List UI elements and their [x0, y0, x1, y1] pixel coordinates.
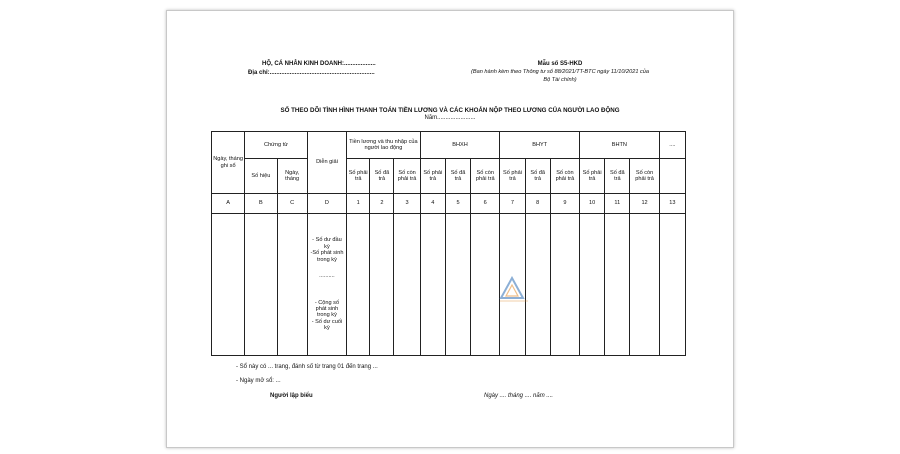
desc-cell	[307, 214, 346, 356]
body-cell	[605, 214, 630, 356]
body-cell	[347, 214, 370, 356]
col-voucher-no: Số hiệu	[245, 159, 277, 194]
index-cell: 9	[550, 194, 579, 214]
col-voucher-header: Chứng từ	[245, 132, 308, 159]
body-cell	[550, 214, 579, 356]
index-cell: 1	[347, 194, 370, 214]
sub-paid: Số đã trả	[445, 159, 470, 194]
body-cell	[212, 214, 245, 356]
col-bhxh-header: BHXH	[420, 132, 500, 159]
body-cell	[394, 214, 420, 356]
sub-payable: Số phải trả	[420, 159, 445, 194]
index-cell: D	[307, 194, 346, 214]
index-cell: 12	[630, 194, 659, 214]
empty-subcell	[659, 159, 685, 194]
desc-closing-balance: - Số dư cuối kỳ	[311, 318, 343, 332]
ledger-table	[211, 131, 686, 356]
desc-opening-balance: - Số dư đầu kỳ	[312, 237, 342, 250]
body-cell	[630, 214, 659, 356]
sub-paid: Số đã trả	[370, 159, 394, 194]
col-desc-header: Diễn giải	[307, 132, 346, 194]
sub-payable: Số phải trả	[500, 159, 525, 194]
index-cell: 3	[394, 194, 420, 214]
sub-payable: Số phải trả	[580, 159, 605, 194]
index-cell: 6	[471, 194, 500, 214]
sub-remaining: Số còn phải trả	[550, 159, 579, 194]
col-voucher-date: Ngày, tháng	[277, 159, 307, 194]
col-salary-header: Tiền lương và thu nhập của người lao động	[347, 132, 421, 159]
index-cell: 8	[525, 194, 550, 214]
sub-remaining: Số còn phải trả	[471, 159, 500, 194]
col-bhtn-header: BHTN	[580, 132, 660, 159]
desc-arising: -Số phát sinh trong kỳ	[310, 250, 344, 263]
index-cell: 7	[500, 194, 525, 214]
body-cell	[659, 214, 685, 356]
sub-paid: Số đã trả	[605, 159, 630, 194]
sub-paid: Số đã trả	[525, 159, 550, 194]
body-cell	[580, 214, 605, 356]
index-cell: C	[277, 194, 307, 214]
index-cell: 4	[420, 194, 445, 214]
address-line: Địa chỉ:...............................................................	[248, 70, 375, 76]
index-cell: 13	[659, 194, 685, 214]
index-cell: A	[212, 194, 245, 214]
body-cell	[245, 214, 277, 356]
body-cell	[420, 214, 445, 356]
sub-remaining: Số còn phải trả	[630, 159, 659, 194]
triangle-logo-icon	[496, 276, 532, 304]
page-title: SỔ THEO DÕI TÌNH HÌNH THANH TOÁN TIỀN LƯƠNG VÀ CÁC KHOẢN NỘP THEO LƯƠNG CỦA NGƯỜI LAO ĐỘNG	[280, 107, 620, 114]
index-cell: 10	[580, 194, 605, 214]
index-cell: 5	[445, 194, 470, 214]
index-cell: 11	[605, 194, 630, 214]
business-line: HỘ, CÁ NHÂN KINH DOANH:...................	[262, 61, 376, 67]
preparer-label: Người lập biểu	[270, 393, 313, 399]
col-more-header: ....	[659, 132, 685, 159]
sign-date: Ngày .... tháng .... năm ....	[484, 393, 554, 399]
body-cell	[370, 214, 394, 356]
desc-dots: ..........	[319, 273, 335, 280]
form-note-1: (Ban hành kèm theo Thông tư số 88/2021/TT-BTC ngày 11/10/2021 của	[471, 69, 649, 75]
form-note-2: Bộ Tài chính)	[543, 77, 577, 83]
body-cell	[445, 214, 470, 356]
sub-remaining: Số còn phải trả	[394, 159, 420, 194]
pages-note: - Sổ này có ... trang, đánh số từ trang 01 đến trang ...	[236, 364, 378, 370]
body-cell	[277, 214, 307, 356]
index-cell: 2	[370, 194, 394, 214]
col-date-header: Ngày, tháng ghi sổ	[212, 132, 245, 194]
form-code: Mẫu số S5-HKD	[537, 61, 583, 67]
index-cell: B	[245, 194, 277, 214]
sub-payable: Số phải trả	[347, 159, 370, 194]
year-line: Năm.......................	[424, 115, 476, 121]
desc-total-arising: - Cộng số phát sinh trong kỳ	[314, 299, 340, 319]
open-date: - Ngày mở sổ: ...	[236, 378, 281, 384]
col-bhyt-header: BHYT	[500, 132, 580, 159]
